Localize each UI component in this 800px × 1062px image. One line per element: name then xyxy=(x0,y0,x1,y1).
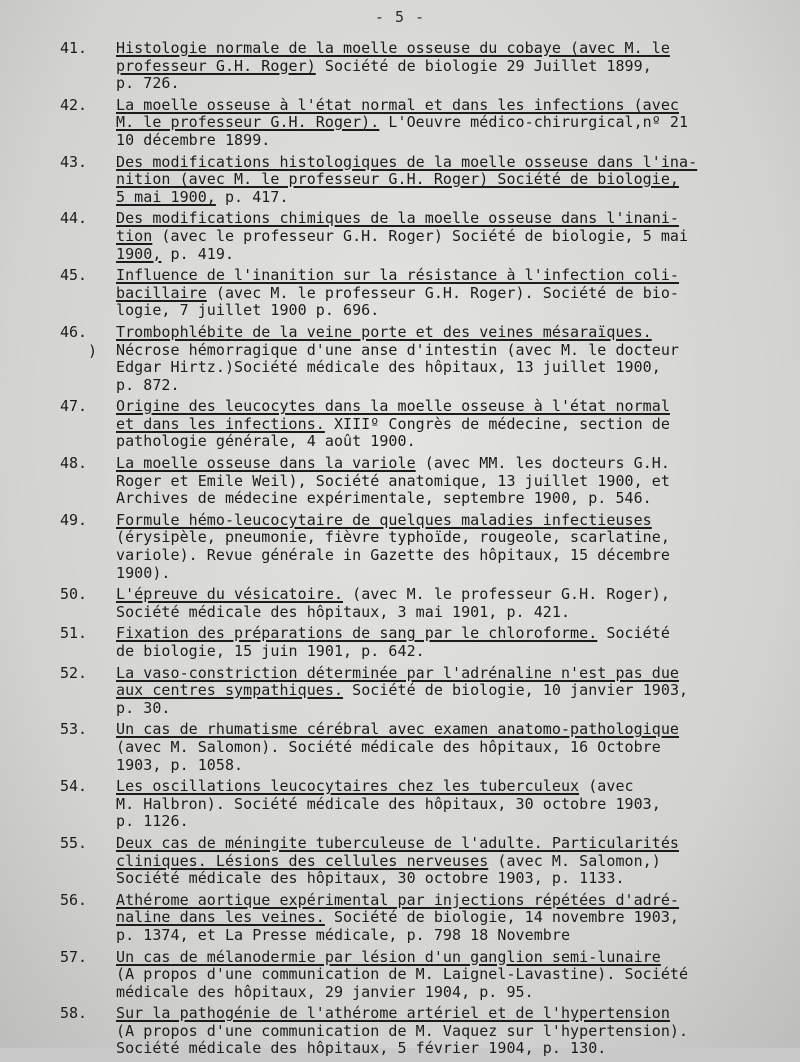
entry-line xyxy=(116,398,786,416)
underlined-title: Des modifications chimiques de la moelle osseuse dans l'inani- xyxy=(116,209,680,228)
citation-text: (avec M. le professeur G.H. Roger), xyxy=(343,585,670,604)
entry-line xyxy=(116,302,786,320)
entry-line xyxy=(116,643,786,661)
underlined-title: Un cas de mélanodermie par lésion d'un ganglion semi-lunaire xyxy=(116,947,661,966)
entry-text xyxy=(116,625,786,660)
entry-line xyxy=(116,565,786,583)
entry-line xyxy=(116,984,786,1002)
underlined-title: 5 mai 1900, xyxy=(116,187,216,206)
entry-text xyxy=(116,154,786,207)
citation-text: pathologie générale, 4 août 1900. xyxy=(116,432,416,451)
bibliography-entry xyxy=(0,892,800,945)
underlined-title: Deux cas de méningite tuberculeuse de l'adulte. Particularités xyxy=(116,833,680,852)
entry-line xyxy=(116,171,786,189)
entry-line xyxy=(116,892,786,910)
bibliography-list xyxy=(0,40,800,1062)
entry-text xyxy=(116,210,786,263)
entry-line xyxy=(116,757,786,775)
citation-text: Archives de médecine expérimentale, septembre 1900, p. 546. xyxy=(116,489,652,508)
entry-text xyxy=(116,835,786,888)
underlined-title: La vaso-constriction déterminée par l'adrénaline n'est pas due xyxy=(116,663,680,682)
entry-line xyxy=(116,927,786,945)
citation-text: 1900). xyxy=(116,563,171,582)
underlined-title: professeur G.H. Roger) xyxy=(116,56,316,75)
citation-text: (avec MM. les docteurs G.H. xyxy=(415,454,670,473)
underlined-title: Sur la pathogénie de l'athérome artériel et de l'hypertension xyxy=(116,1004,670,1023)
entry-line xyxy=(116,853,786,871)
entry-number: 51. xyxy=(60,624,88,643)
entry-number: 58. xyxy=(60,1004,88,1023)
margin-mark: ) xyxy=(88,341,98,360)
entry-text xyxy=(116,455,786,508)
bibliography-entry xyxy=(0,721,800,774)
entry-line xyxy=(116,490,786,508)
entry-number: 57. xyxy=(60,947,88,966)
underlined-title: La moelle osseuse à l'état normal et dans les infections (avec xyxy=(116,95,680,114)
underlined-title: naline dans les veines. xyxy=(116,908,325,927)
entry-line xyxy=(116,75,786,93)
entry-number: 41. xyxy=(60,39,88,57)
page-number: - 5 - xyxy=(374,8,426,26)
entry-text xyxy=(116,778,786,831)
entry-line xyxy=(116,342,786,360)
entry-line xyxy=(116,665,786,683)
bibliography-entry xyxy=(0,40,800,93)
entry-line xyxy=(116,377,786,395)
citation-text: Société de biologie, 14 novembre 1903, xyxy=(324,908,680,927)
entry-text xyxy=(116,949,786,1002)
underlined-title: Les oscillations leucocytaires chez les tuberculeux xyxy=(116,777,580,796)
entry-text xyxy=(116,267,786,320)
entry-line xyxy=(116,586,786,604)
entry-text xyxy=(116,1005,786,1058)
entry-line xyxy=(116,529,786,547)
underlined-title: Origine des leucocytes dans la moelle osseuse à l'état normal xyxy=(116,397,670,416)
entry-line xyxy=(116,1040,786,1058)
underlined-title: tion xyxy=(116,226,153,245)
entry-line xyxy=(116,416,786,434)
entry-line xyxy=(116,97,786,115)
entry-line xyxy=(116,547,786,565)
citation-text: (A propos d'une communication de M. Vaquez sur l'hypertension). xyxy=(116,1021,689,1040)
citation-text: p. 417. xyxy=(215,187,289,206)
underlined-title: 1900, xyxy=(116,244,162,263)
bibliography-entry xyxy=(0,267,800,320)
entry-line xyxy=(116,682,786,700)
bibliography-entry xyxy=(0,586,800,621)
entry-number: 45. xyxy=(60,266,88,285)
bibliography-entry xyxy=(0,455,800,508)
entry-line xyxy=(116,813,786,831)
entry-line xyxy=(116,721,786,739)
underlined-title: nition (avec M. le professeur G.H. Roger) Société de biologie, xyxy=(116,170,680,189)
entry-number: 53. xyxy=(60,720,88,739)
entry-number: 55. xyxy=(60,833,88,852)
citation-text: Nécrose hémorragique d'une anse d'intestin (avec M. le docteur xyxy=(116,340,680,359)
underlined-title: bacillaire xyxy=(116,283,207,302)
citation-text: Société de biologie, 10 janvier 1903, xyxy=(343,681,689,700)
citation-text: de biologie, 15 juin 1901, p. 642. xyxy=(116,642,425,660)
underlined-title: L'épreuve du vésicatoire. xyxy=(116,585,344,604)
citation-text: (érysipèle, pneumonie, fièvre typhoïde, rougeole, scarlatine, xyxy=(116,528,670,547)
entry-line xyxy=(116,739,786,757)
entry-line xyxy=(116,909,786,927)
entry-line xyxy=(116,625,786,643)
citation-text: 10 décembre 1899. xyxy=(116,130,271,149)
entry-number: 50. xyxy=(60,585,88,604)
entry-text xyxy=(116,324,786,394)
entry-line xyxy=(116,132,786,150)
citation-text: Roger et Emile Weil), Société anatomique, 13 juillet 1900, et xyxy=(116,471,670,490)
bibliography-entry xyxy=(0,324,800,394)
entry-line xyxy=(116,700,786,718)
underlined-title: Fixation des préparations de sang par le chloroforme. xyxy=(116,624,598,643)
underlined-title: Un cas de rhumatisme cérébral avec examen anatomo-pathologique xyxy=(116,720,680,739)
underlined-title: Trombophlébite de la veine porte et des veines mésaraïques. xyxy=(116,322,652,341)
entry-line xyxy=(116,210,786,228)
underlined-title: et dans les infections. xyxy=(116,414,325,433)
entry-line xyxy=(116,966,786,984)
entry-line xyxy=(116,1005,786,1023)
bibliography-entry xyxy=(0,949,800,1002)
bibliography-entry xyxy=(0,835,800,888)
entry-text xyxy=(116,892,786,945)
entry-text xyxy=(116,665,786,718)
bibliography-entry xyxy=(0,210,800,263)
underlined-title: Formule hémo-leucocytaire de quelques maladies infectieuses xyxy=(116,510,652,529)
citation-text: L'Oeuvre médico-chirurgical,nº 21 xyxy=(379,113,689,132)
bibliography-entry xyxy=(0,154,800,207)
underlined-title: aux centres sympathiques. xyxy=(116,681,344,700)
citation-text: médicale des hôpitaux, 29 janvier 1904, p. 95. xyxy=(116,982,534,1001)
citation-text: (avec M. Salomon,) xyxy=(488,851,661,870)
entry-line xyxy=(116,949,786,967)
entry-line xyxy=(116,246,786,264)
entry-line xyxy=(116,1023,786,1041)
underlined-title: cliniques. Lésions des cellules nerveuses xyxy=(116,851,489,870)
entry-line xyxy=(116,870,786,888)
citation-text: Edgar Hirtz.)Société médicale des hôpitaux, 13 juillet 1900, xyxy=(116,358,661,377)
citation-text: variole). Revue générale in Gazette des hôpitaux, 15 décembre xyxy=(116,546,670,565)
citation-text: p. 872. xyxy=(116,375,180,394)
entry-text xyxy=(116,586,786,621)
entry-line xyxy=(116,778,786,796)
bibliography-entry xyxy=(0,97,800,150)
entry-text xyxy=(116,398,786,451)
entry-line xyxy=(116,285,786,303)
citation-text: XIIIº Congrès de médecine, section de xyxy=(324,414,670,433)
entry-text xyxy=(116,721,786,774)
citation-text: Société de biologie 29 Juillet 1899, xyxy=(315,56,652,75)
citation-text: logie, 7 juillet 1900 p. 696. xyxy=(116,301,380,320)
entry-line xyxy=(116,473,786,491)
entry-number: 56. xyxy=(60,890,88,909)
entry-line xyxy=(116,604,786,622)
entry-number: 44. xyxy=(60,209,88,228)
entry-number: 49. xyxy=(60,510,88,529)
entry-line xyxy=(116,359,786,377)
entry-line xyxy=(116,228,786,246)
entry-text xyxy=(116,97,786,150)
entry-line xyxy=(116,114,786,132)
entry-text xyxy=(116,512,786,582)
underlined-title: Des modifications histologiques de la moelle osseuse dans l'ina- xyxy=(116,152,698,171)
entry-line xyxy=(116,324,786,342)
entry-line xyxy=(116,40,786,58)
citation-text: p. 419. xyxy=(161,244,235,263)
bibliography-entry xyxy=(0,512,800,582)
entry-line xyxy=(116,455,786,473)
entry-number: 43. xyxy=(60,152,88,171)
entry-line xyxy=(116,512,786,530)
citation-text: (A propos d'une communication de M. Laignel-Lavastine). Société xyxy=(116,965,689,984)
entry-text xyxy=(116,40,786,93)
bibliography-entry xyxy=(0,398,800,451)
citation-text: Société médicale des hôpitaux, 30 octobre 1903, p. 1133. xyxy=(116,869,625,888)
citation-text: Société médicale des hôpitaux, 3 mai 1901, p. 421. xyxy=(116,602,571,621)
citation-text: M. Halbron). Société médicale des hôpitaux, 30 octobre 1903, xyxy=(116,794,661,813)
entry-line xyxy=(116,189,786,207)
citation-text: p. 30. xyxy=(116,698,171,717)
entry-number: 46. xyxy=(60,322,88,341)
entry-number: 54. xyxy=(60,777,88,796)
entry-number: 47. xyxy=(60,397,88,416)
entry-line xyxy=(116,835,786,853)
citation-text: 1903, p. 1058. xyxy=(116,755,244,774)
citation-text: p. 1126. xyxy=(116,812,189,831)
citation-text: (avec M. Salomon). Société médicale des hôpitaux, 16 Octobre xyxy=(116,737,661,756)
entry-line xyxy=(116,796,786,814)
bibliography-entry xyxy=(0,778,800,831)
entry-number: 42. xyxy=(60,95,88,114)
entry-line xyxy=(116,154,786,172)
underlined-title: La moelle osseuse dans la variole xyxy=(116,454,416,473)
underlined-title: M. le professeur G.H. Roger). xyxy=(116,113,380,132)
citation-text: (avec xyxy=(579,777,634,796)
citation-text: p. 1374, et La Presse médicale, p. 798 18 Novembre xyxy=(116,925,571,944)
entry-line xyxy=(116,433,786,451)
citation-text: p. 726. xyxy=(116,74,180,93)
underlined-title: Influence de l'inanition sur la résistance à l'infection coli- xyxy=(116,266,680,285)
bibliography-entry xyxy=(0,625,800,660)
entry-line xyxy=(116,267,786,285)
underlined-title: Histologie normale de la moelle osseuse du cobaye (avec M. le xyxy=(116,39,670,57)
citation-text: (avec le professeur G.H. Roger) Société de biologie, 5 mai xyxy=(152,226,689,245)
entry-line xyxy=(116,58,786,76)
underlined-title: Athérome aortique expérimental par injections répétées d'adré- xyxy=(116,890,680,909)
entry-number: 48. xyxy=(60,454,88,473)
citation-text: (avec M. le professeur G.H. Roger). Société de bio- xyxy=(206,283,680,302)
citation-text: Société médicale des hôpitaux, 5 février 1904, p. 130. xyxy=(116,1039,607,1058)
bibliography-entry xyxy=(0,1005,800,1058)
citation-text: Société xyxy=(597,624,670,643)
entry-number: 52. xyxy=(60,663,88,682)
bibliography-entry xyxy=(0,665,800,718)
